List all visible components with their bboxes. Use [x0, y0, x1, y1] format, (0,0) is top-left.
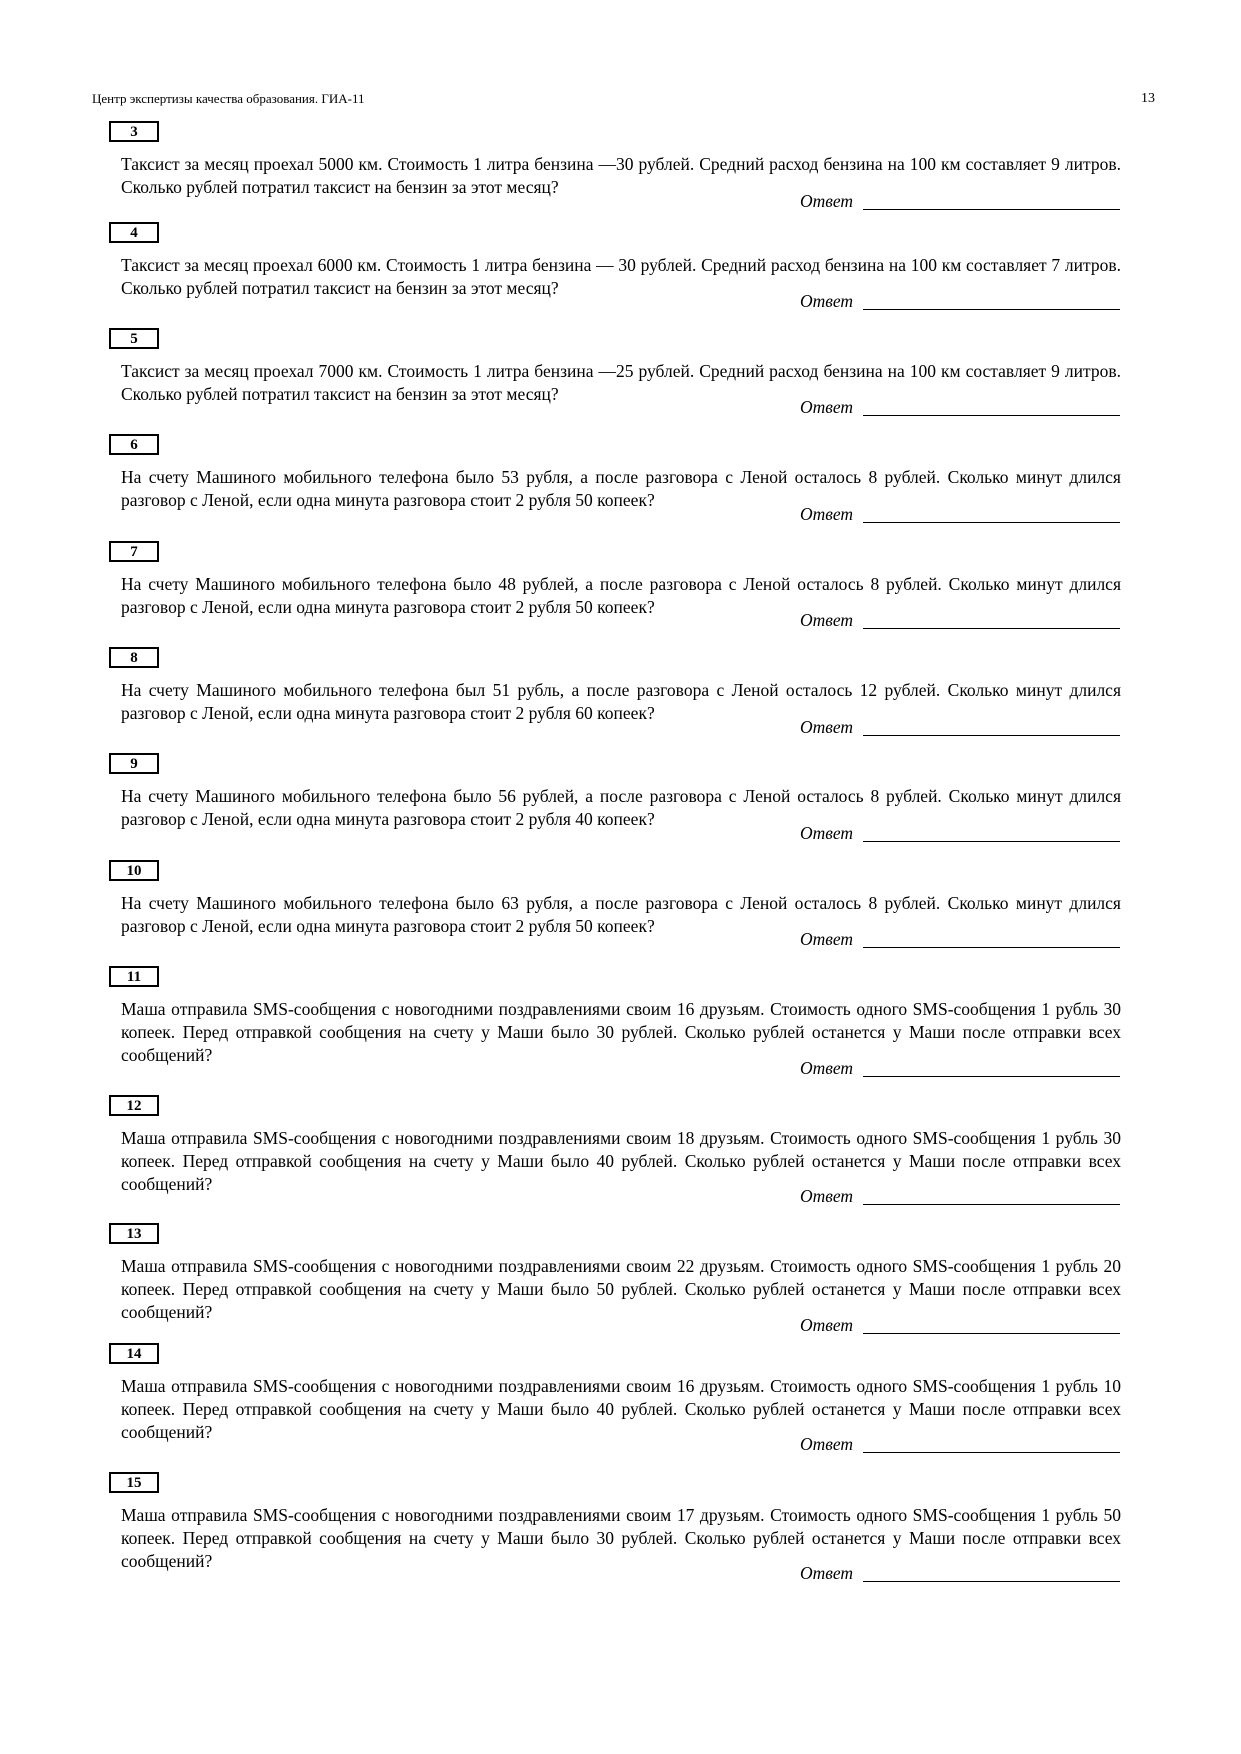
task-number: 8	[109, 647, 159, 668]
answer-field[interactable]	[800, 716, 1120, 738]
task-number: 10	[109, 860, 159, 881]
answer-line[interactable]	[863, 628, 1120, 629]
answer-field[interactable]	[800, 1185, 1120, 1207]
task-number: 7	[109, 541, 159, 562]
answer-label: Ответ	[800, 929, 854, 949]
page-header	[92, 91, 1155, 113]
answer-field[interactable]	[800, 609, 1120, 631]
answer-label: Ответ	[800, 1434, 854, 1454]
answer-field[interactable]	[800, 822, 1120, 844]
answer-line[interactable]	[863, 1204, 1120, 1205]
task-text: Маша отправила SMS-сообщения с новогодними поздравлениями своим 16 друзьям. Стоимость одного SMS-сообщения 1 рубль 30 копеек. Перед отправкой сообщения на счету у Маши было 30 рублей. Сколько рублей останется у Маши после отправки всех сообщений?	[121, 999, 1121, 1065]
answer-line[interactable]	[863, 1581, 1120, 1582]
answer-line[interactable]	[863, 1333, 1120, 1334]
task-text: На счету Машиного мобильного телефона было 53 рубля, а после разговора с Леной осталось 8 рублей. Сколько минут длился разговор с Леной, если одна минута разговора стоит 2 рубля 50 копеек?	[121, 467, 1121, 510]
answer-line[interactable]	[863, 947, 1120, 948]
answer-label: Ответ	[800, 1058, 854, 1078]
answer-label: Ответ	[800, 1186, 854, 1206]
task-text: Маша отправила SMS-сообщения с новогодними поздравлениями своим 18 друзьям. Стоимость одного SMS-сообщения 1 рубль 30 копеек. Перед отправкой сообщения на счету у Маши было 40 рублей. Сколько рублей останется у Маши после отправки всех сообщений?	[121, 1128, 1121, 1194]
answer-field[interactable]	[800, 290, 1120, 312]
task-text: Таксист за месяц проехал 5000 км. Стоимость 1 литра бензина —30 рублей. Средний расход бензина на 100 км составляет 9 литров. Сколько рублей потратил таксист на бензин за этот месяц?	[121, 154, 1121, 197]
task-text: Таксист за месяц проехал 6000 км. Стоимость 1 литра бензина — 30 рублей. Средний расход бензина на 100 км составляет 7 литров. Сколько рублей потратил таксист на бензин за этот месяц?	[121, 255, 1121, 298]
task-text: На счету Машиного мобильного телефона было 48 рублей, а после разговора с Леной осталось 8 рублей. Сколько минут длился разговор с Леной, если одна минута разговора стоит 2 рубля 50 копеек?	[121, 574, 1121, 617]
answer-label: Ответ	[800, 397, 854, 417]
page-number: 13	[1141, 91, 1155, 106]
task-number: 15	[109, 1472, 159, 1493]
answer-line[interactable]	[863, 309, 1120, 310]
answer-field[interactable]	[800, 190, 1120, 212]
task-number: 12	[109, 1095, 159, 1116]
task-number: 4	[109, 222, 159, 243]
task-number: 9	[109, 753, 159, 774]
task-text: Маша отправила SMS-сообщения с новогодними поздравлениями своим 16 друзьям. Стоимость одного SMS-сообщения 1 рубль 10 копеек. Перед отправкой сообщения на счету у Маши было 40 рублей. Сколько рублей останется у Маши после отправки всех сообщений?	[121, 1376, 1121, 1442]
answer-line[interactable]	[863, 522, 1120, 523]
answer-label: Ответ	[800, 1315, 854, 1335]
answer-field[interactable]	[800, 1562, 1120, 1584]
header-title: Центр экспертизы качества образования. ГИА-11	[92, 91, 365, 106]
task-text: Маша отправила SMS-сообщения с новогодними поздравлениями своим 22 друзьям. Стоимость одного SMS-сообщения 1 рубль 20 копеек. Перед отправкой сообщения на счету у Маши было 50 рублей. Сколько рублей останется у Маши после отправки всех сообщений?	[121, 1256, 1121, 1322]
task-text: Маша отправила SMS-сообщения с новогодними поздравлениями своим 17 друзьям. Стоимость одного SMS-сообщения 1 рубль 50 копеек. Перед отправкой сообщения на счету у Маши было 30 рублей. Сколько рублей останется у Маши после отправки всех сообщений?	[121, 1505, 1121, 1571]
answer-field[interactable]	[800, 396, 1120, 418]
task-text: На счету Машиного мобильного телефона было 56 рублей, а после разговора с Леной осталось 8 рублей. Сколько минут длился разговор с Леной, если одна минута разговора стоит 2 рубля 40 копеек?	[121, 786, 1121, 829]
answer-line[interactable]	[863, 209, 1120, 210]
answer-label: Ответ	[800, 1563, 854, 1583]
task-text: На счету Машиного мобильного телефона был 51 рубль, а после разговора с Леной осталось 12 рублей. Сколько минут длился разговор с Леной, если одна минута разговора стоит 2 рубля 60 копеек?	[121, 680, 1121, 723]
task-number: 6	[109, 434, 159, 455]
task-text: На счету Машиного мобильного телефона было 63 рубля, а после разговора с Леной осталось 8 рублей. Сколько минут длился разговор с Леной, если одна минута разговора стоит 2 рубля 50 копеек?	[121, 893, 1121, 936]
task-number: 14	[109, 1343, 159, 1364]
answer-label: Ответ	[800, 717, 854, 737]
answer-label: Ответ	[800, 823, 854, 843]
answer-label: Ответ	[800, 504, 854, 524]
answer-field[interactable]	[800, 1433, 1120, 1455]
answer-line[interactable]	[863, 1452, 1120, 1453]
task-number: 5	[109, 328, 159, 349]
answer-label: Ответ	[800, 291, 854, 311]
answer-line[interactable]	[863, 841, 1120, 842]
task-number: 11	[109, 966, 159, 987]
answer-field[interactable]	[800, 503, 1120, 525]
task-text: Таксист за месяц проехал 7000 км. Стоимость 1 литра бензина —25 рублей. Средний расход бензина на 100 км составляет 9 литров. Сколько рублей потратил таксист на бензин за этот месяц?	[121, 361, 1121, 404]
answer-label: Ответ	[800, 610, 854, 630]
answer-field[interactable]	[800, 1314, 1120, 1336]
answer-line[interactable]	[863, 1076, 1120, 1077]
answer-label: Ответ	[800, 191, 854, 211]
answer-line[interactable]	[863, 415, 1120, 416]
task-number: 13	[109, 1223, 159, 1244]
task-number: 3	[109, 121, 159, 142]
answer-field[interactable]	[800, 928, 1120, 950]
answer-field[interactable]	[800, 1057, 1120, 1079]
answer-line[interactable]	[863, 735, 1120, 736]
